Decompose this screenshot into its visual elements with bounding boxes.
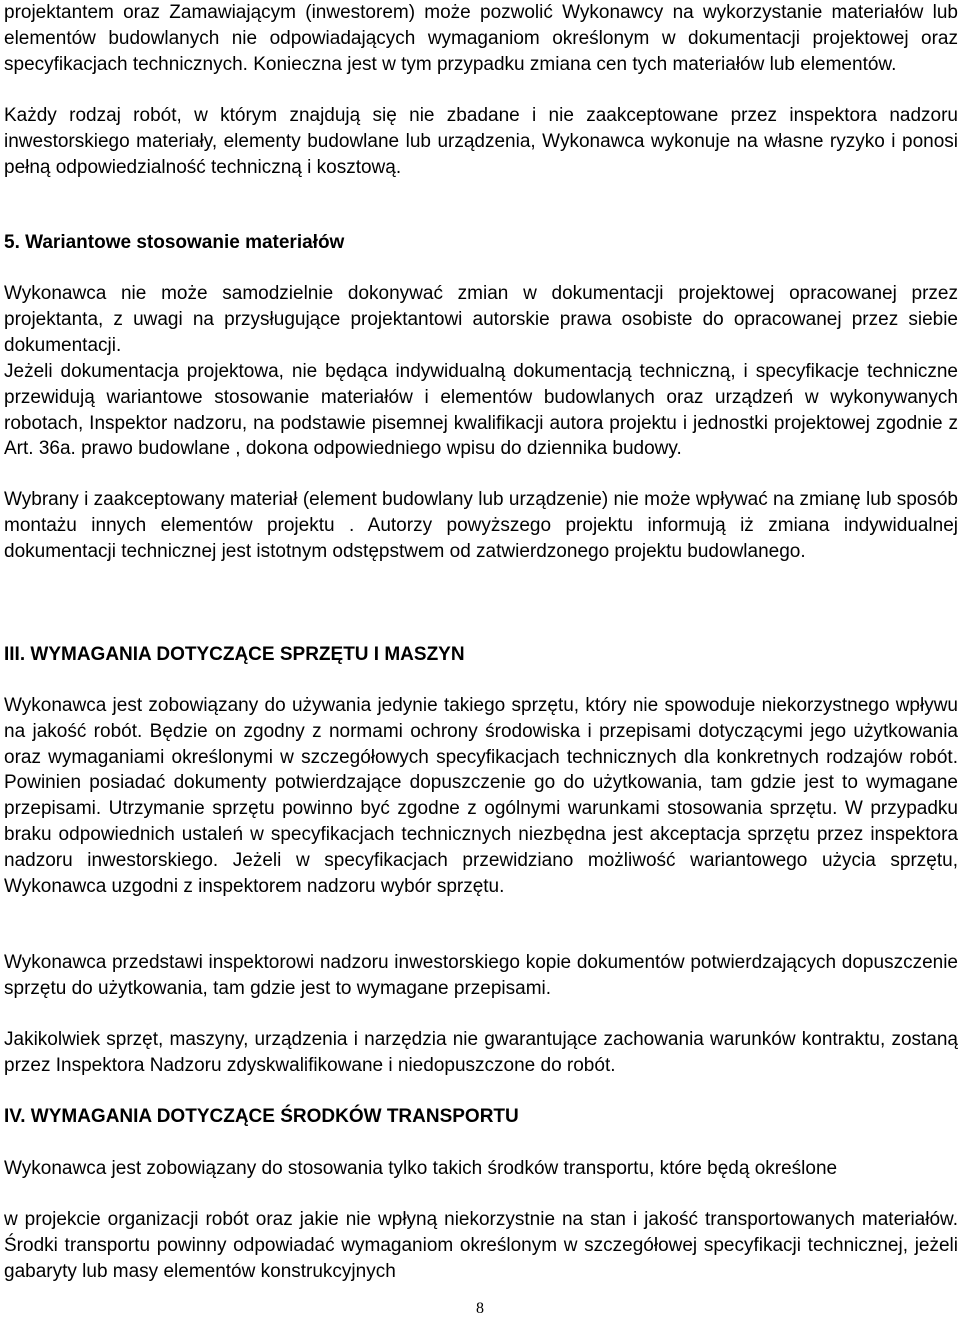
paragraph-materials-approval: projektantem oraz Zamawiającym (inwestorem) może pozwolić Wykonawcy na wykorzystanie materiałów lub elementów budowlanych nie odpowiadających wymaganiom określonym w dokumentacji projektowej oraz specyfikacjach technicznych. Konieczna jest w tym przypadku zmiana cen tych materiałów lub elementów. [4,2,958,75]
paragraph-transport-intro: Wykonawca jest zobowiązany do stosowania tylko takich środków transportu, które będą określone [4,1158,838,1179]
paragraph-transport-requirements: w projekcie organizacji robót oraz jakie nie wpłyną niekorzystnie na stan i jakość transportowanych materiałów. Środki transportu powinny odpowiadać wymaganiom określonym w szczegółowej specyfikacji technicznej, jeżeli gabaryty lub masy elementów konstrukcyjnych [4,1209,958,1282]
paragraph-equipment-documents: Wykonawca przedstawi inspektorowi nadzoru inwestorskiego kopie dokumentów potwierdzających dopuszczenie sprzętu do użytkowania, tam gdzie jest to wymagane przepisami. [4,952,958,999]
paragraph-no-changes-without-author: Wykonawca nie może samodzielnie dokonywać zmian w dokumentacji projektowej opracowanej przez projektanta, z uwagi na przysługujące projektantowi autorskie prawa osobiste do opracowanej przez siebie dokumentacji. [4,283,958,356]
paragraph-variant-materials: Jeżeli dokumentacja projektowa, nie będąca indywidualną dokumentacją techniczną, i specyfikacje techniczne przewidują wariantowe stosowanie materiałów i elementów budowlanych oraz urządzeń w wykonywanych robotach, Inspektor nadzoru, na podstawie pisemnej kwalifikacji autora projektu i jednostki projektowej zgodnie z Art. 36a. prawo budowlane , dokona odpowiedniego wpisu do dziennika budowy. [4,361,958,460]
paragraph-unapproved-materials-risk: Każdy rodzaj robót, w którym znajdują się nie zbadane i nie zaakceptowane przez inspektora nadzoru inwestorskiego materiały, elementy budowlane lub urządzenia, Wykonawca wykonuje na własne ryzyko i ponosi pełną odpowiedzialność techniczną i kosztową. [4,105,958,178]
paragraph-equipment-requirements: Wykonawca jest zobowiązany do używania jedynie takiego sprzętu, który nie spowoduje niekorzystnego wpływu na jakość robót. Będzie on zgodny z normami ochrony środowiska i przepisami dotyczącymi jego użytkowania oraz wymaganiami określonymi w szczegółowych specyfikacjach technicznych dla konkretnych rodzajów robót. Powinien posiadać dokumenty potwierdzające dopuszczenie go do użytkowania, tam gdzie jest to wymagane przepisami. Utrzymanie sprzętu powinno być zgodne z ogólnymi warunkami stosowania sprzętu. W przypadku braku odpowiednich ustaleń w specyfikacjach technicznych niezbędna jest akceptacja sprzętu przez inspektora nadzoru inwestorskiego. Jeżeli w specyfikacjach przewidziano możliwość wariantowego użycia sprzętu, Wykonawca uzgodni z inspektorem nadzoru wybór sprzętu. [4,695,958,897]
section-heading-III: III. WYMAGANIA DOTYCZĄCE SPRZĘTU I MASZYN [4,644,465,665]
section-heading-5: 5. Wariantowe stosowanie materiałów [4,232,345,253]
paragraph-equipment-disqualification: Jakikolwiek sprzęt, maszyny, urządzenia i narzędzia nie gwarantujące zachowania warunków kontraktu, zostaną przez Inspektora Nadzoru zdyskwalifikowane i niedopuszczone do robót. [4,1029,958,1076]
paragraph-selected-material: Wybrany i zaakceptowany materiał (element budowlany lub urządzenie) nie może wpływać na zmianę lub sposób montażu innych elementów projektu . Autorzy powyższego projektu informują iż zmiana indywidualnej dokumentacji technicznej jest istotnym odstępstwem od zatwierdzonego projektu budowlanego. [4,489,958,562]
page-number: 8 [476,1300,484,1317]
section-heading-IV: IV. WYMAGANIA DOTYCZĄCE ŚRODKÓW TRANSPORTU [4,1106,519,1127]
